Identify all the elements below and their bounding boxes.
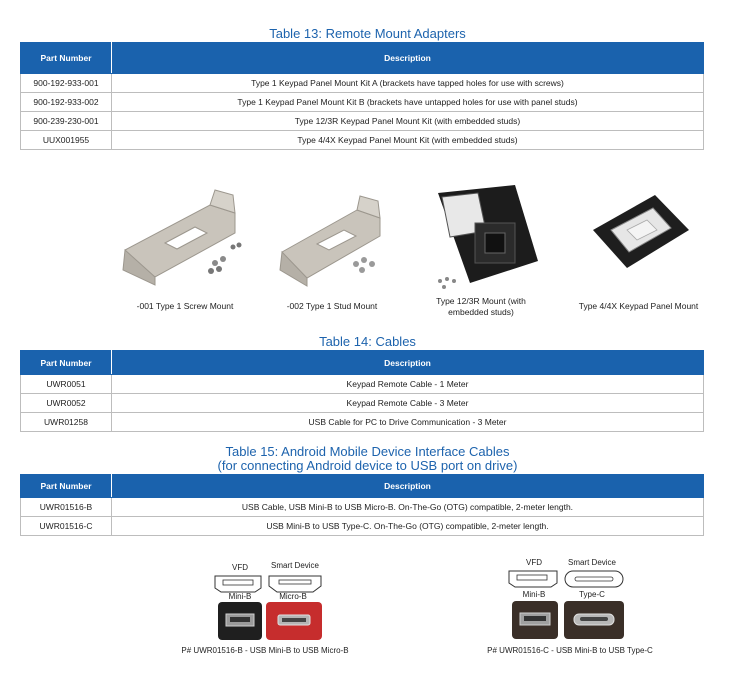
table-row xyxy=(21,394,704,413)
column-header-description: Description xyxy=(112,43,704,74)
table13 xyxy=(20,42,704,150)
description-cell: Keypad Remote Cable - 3 Meter xyxy=(112,394,704,413)
description-cell: USB Cable for PC to Drive Communication - 3 Meter xyxy=(112,413,704,432)
connector-caption: P# UWR01516-B - USB Mini-B to USB Micro-B xyxy=(181,646,349,655)
description-cell: Type 1 Keypad Panel Mount Kit A (brackets have tapped holes for use with screws) xyxy=(112,74,704,93)
usb-port-outline-icon xyxy=(213,572,323,594)
column-header-part-number: Part Number xyxy=(21,351,112,375)
table-row xyxy=(21,112,704,131)
type-4-4x-mount-icon xyxy=(585,190,693,275)
photo-caption: -001 Type 1 Screw Mount xyxy=(136,301,234,311)
mini-b-label: Mini-B xyxy=(228,592,252,601)
description-cell: USB Mini-B to USB Type-C. On-The-Go (OTG) compatible, 2-meter length. xyxy=(112,517,704,536)
part-number-cell: UUX001955 xyxy=(21,131,112,150)
photo-caption: -002 Type 1 Stud Mount xyxy=(286,301,378,311)
usb-plug-photo-icon xyxy=(512,601,624,641)
column-header-part-number: Part Number xyxy=(21,475,112,498)
table15-caption-line1: Table 15: Android Mobile Device Interface Cables xyxy=(225,444,510,459)
table-row xyxy=(21,413,704,432)
micro-b-label: Micro-B xyxy=(279,592,307,601)
description-cell: Type 12/3R Keypad Panel Mount Kit (with embedded studs) xyxy=(112,112,704,131)
part-number-cell: 900-192-933-002 xyxy=(21,93,112,112)
column-header-description: Description xyxy=(112,351,704,375)
vfd-label: VFD xyxy=(526,558,542,567)
mini-b-label: Mini-B xyxy=(522,590,546,599)
part-number-cell: 900-192-933-001 xyxy=(21,74,112,93)
type-c-label: Type-C xyxy=(579,590,605,599)
photo-caption: Type 12/3R Mount (with embedded studs) xyxy=(436,296,526,317)
column-header-description: Description xyxy=(112,475,704,498)
smart-device-label: Smart Device xyxy=(270,561,319,570)
vfd-label: VFD xyxy=(232,563,248,572)
smart-device-label: Smart Device xyxy=(567,558,616,567)
part-number-cell: UWR0051 xyxy=(21,375,112,394)
table-row xyxy=(21,375,704,394)
part-number-cell: 900-239-230-001 xyxy=(21,112,112,131)
table13-caption: Table 13: Remote Mount Adapters xyxy=(269,26,466,41)
description-cell: Type 4/4X Keypad Panel Mount Kit (with embedded studs) xyxy=(112,131,704,150)
table15 xyxy=(20,474,704,536)
part-number-cell: UWR0052 xyxy=(21,394,112,413)
column-header-part-number: Part Number xyxy=(21,43,112,74)
table14 xyxy=(20,350,704,432)
table-row xyxy=(21,517,704,536)
table14-caption: Table 14: Cables xyxy=(319,334,416,349)
table-row xyxy=(21,498,704,517)
type-12-3r-mount-icon xyxy=(420,183,545,293)
table-row xyxy=(21,131,704,150)
photo-caption: Type 4/4X Keypad Panel Mount xyxy=(578,301,699,311)
connector-caption: P# UWR01516-C - USB Mini-B to USB Type-C xyxy=(487,646,653,655)
description-cell: Type 1 Keypad Panel Mount Kit B (brackets have untapped holes for use with panel studs) xyxy=(112,93,704,112)
stud-mount-bracket-icon xyxy=(272,192,392,292)
table15-caption-line2: (for connecting Android device to USB port on drive) xyxy=(217,458,518,473)
part-number-cell: UWR01258 xyxy=(21,413,112,432)
usb-plug-photo-icon xyxy=(218,602,322,642)
usb-port-outline-icon xyxy=(507,568,625,590)
table-row xyxy=(21,74,704,93)
description-cell: USB Cable, USB Mini-B to USB Micro-B. On-The-Go (OTG) compatible, 2-meter length. xyxy=(112,498,704,517)
screw-mount-bracket-icon xyxy=(115,185,250,290)
description-cell: Keypad Remote Cable - 1 Meter xyxy=(112,375,704,394)
table-row xyxy=(21,93,704,112)
part-number-cell: UWR01516-B xyxy=(21,498,112,517)
part-number-cell: UWR01516-C xyxy=(21,517,112,536)
